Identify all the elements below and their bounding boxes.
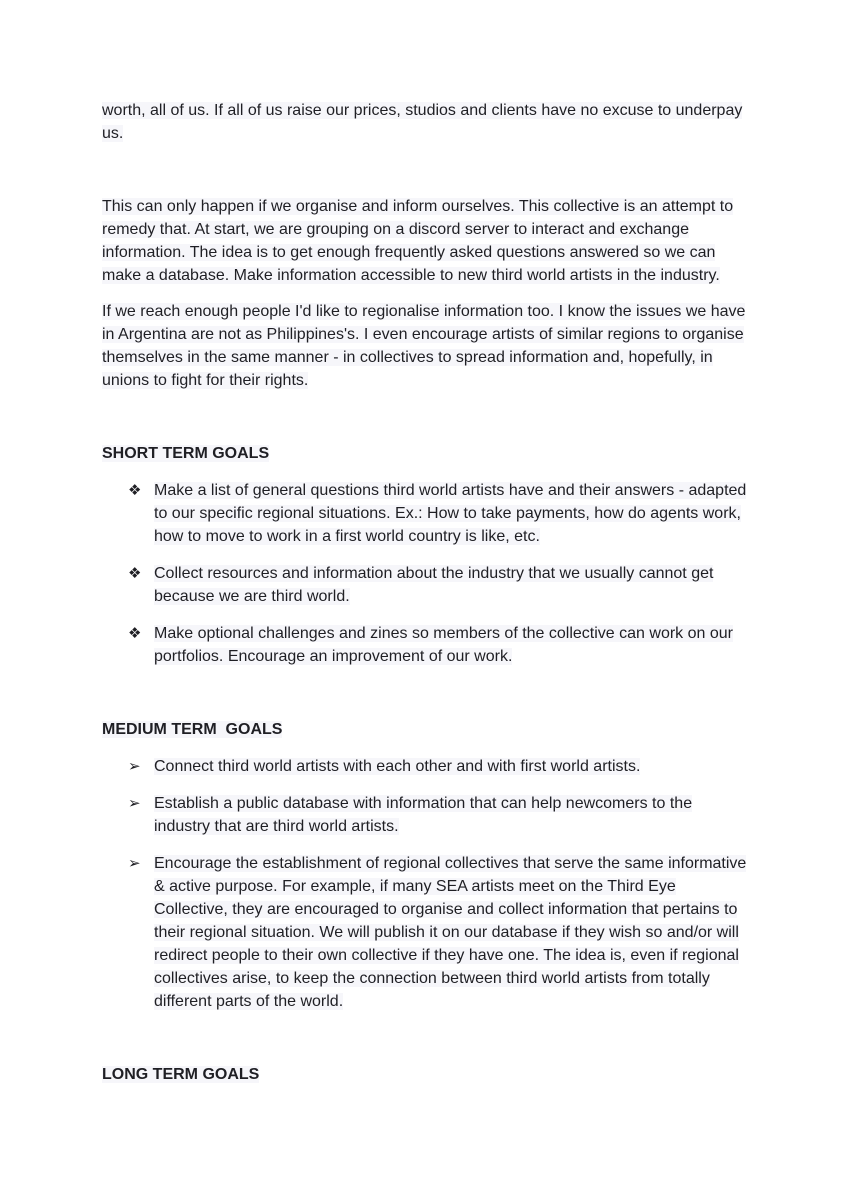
medium-term-list <box>102 755 752 1013</box>
list-item: ➢ Establish a public database with information that can help newcomers to the industry that are third world artists. <box>128 794 693 835</box>
list-item: ➢ Encourage the establishment of regional collectives that serve the same informative & active purpose. For example, if many SEA artists meet on the Third Eye Collective, they are encouraged to organise and collect information that pertains to their regional situation. We will publish it on our database if they wish so and/or will redirect people to their own collective if they have one. The idea is, even if regional collectives arise, to keep the connection between third world artists from totally different parts of the world. <box>128 854 747 1010</box>
diamond-bullet-icon: ❖ <box>128 624 142 642</box>
diamond-bullet-icon: ❖ <box>128 564 142 582</box>
intro-paragraph-2: This can only happen if we organise and inform ourselves. This collective is an attempt to remedy that. At start, we are grouping on a discord server to interact and exchange information. The idea is to get enough frequently asked questions answered so we can make a database. Make information accessible to new third world artists in the industry. <box>102 198 734 284</box>
document-body <box>102 99 752 1086</box>
medium-term-heading: MEDIUM TERM GOALS <box>102 721 283 738</box>
arrow-bullet-icon: ➢ <box>128 794 141 812</box>
short-term-heading: SHORT TERM GOALS <box>102 445 270 462</box>
list-item: ❖ Make optional challenges and zines so members of the collective can work on our portfolios. Encourage an improvement of our work. <box>128 624 733 665</box>
arrow-bullet-icon: ➢ <box>128 854 141 872</box>
short-term-list <box>102 479 752 668</box>
list-item: ❖ Collect resources and information about the industry that we usually cannot get because we are third world. <box>128 564 714 605</box>
list-item: ❖ Make a list of general questions third world artists have and their answers - adapted to our specific regional situations. Ex.: How to take payments, how do agents work, how to move to work in a first world country is like, etc. <box>128 481 747 545</box>
long-term-heading: LONG TERM GOALS <box>102 1066 260 1083</box>
diamond-bullet-icon: ❖ <box>128 481 142 499</box>
arrow-bullet-icon: ➢ <box>128 757 141 775</box>
intro-paragraph-3: If we reach enough people I'd like to regionalise information too. I know the issues we have in Argentina are not as Philippines's. I even encourage artists of similar regions to organise themselves in the same manner - in collectives to spread information and, hopefully, in unions to fight for their rights. <box>102 303 746 389</box>
intro-paragraph-1: worth, all of us. If all of us raise our prices, studios and clients have no excuse to underpay us. <box>102 102 743 142</box>
list-item: ➢ Connect third world artists with each other and with first world artists. <box>102 755 752 778</box>
